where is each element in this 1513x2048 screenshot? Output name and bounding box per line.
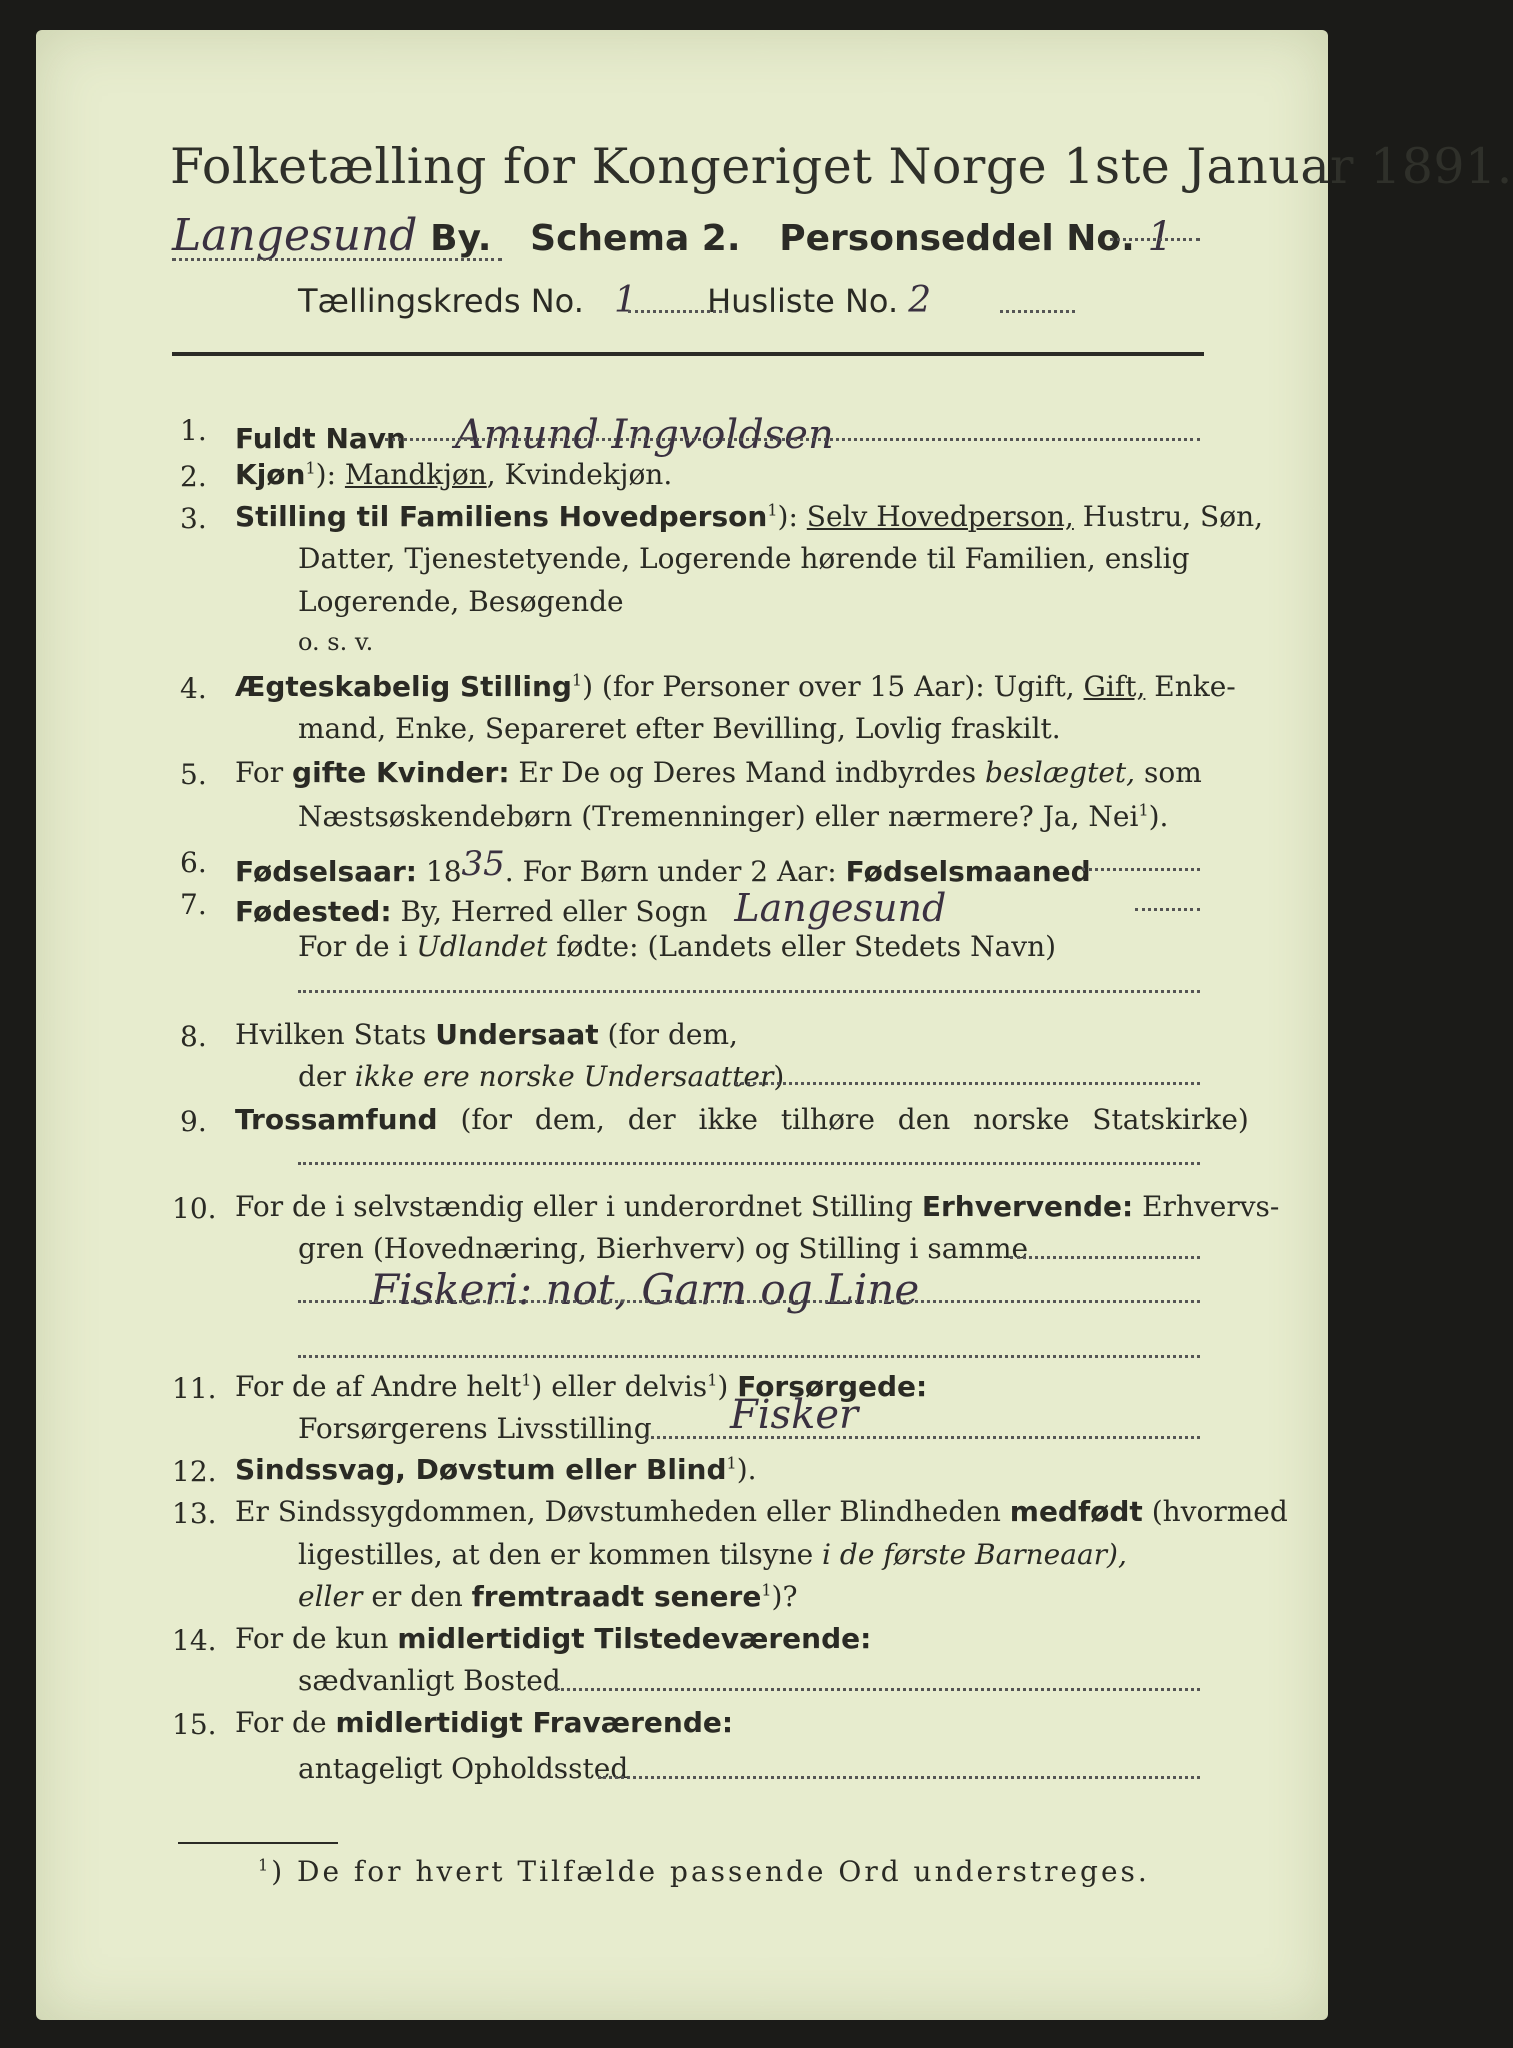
item-number: 13. — [172, 1497, 217, 1530]
item-number: 9. — [180, 1105, 207, 1138]
item-number: 1. — [180, 414, 207, 447]
birthplace-handwritten: Langesund — [734, 886, 947, 930]
item-13-congenital: Er Sindssygdommen, Døvstumheden eller Blindheden medfødt (hvormed — [235, 1495, 1288, 1528]
item-3-line3: Logerende, Besøgende — [298, 585, 624, 618]
item-12-disability: Sindssvag, Døvstum eller Blind$^1$). — [235, 1453, 757, 1486]
form-title: Folketælling for Kongeriget Norge 1ste Januar 1891. — [170, 138, 1513, 195]
item-3-line4: o. s. v. — [298, 628, 374, 656]
item-11-line2: Forsørgerens Livsstilling — [298, 1412, 652, 1445]
footnote: $^1$) De for hvert Tilfælde passende Ord understreges. — [258, 1855, 1150, 1888]
item-number: 15. — [172, 1708, 217, 1741]
full-name-handwritten: Amund Ingvoldsen — [454, 412, 834, 458]
husliste-number: 2 — [908, 280, 932, 321]
item-7-line2: For de i Udlandet fødte: (Landets eller Stedets Navn) — [298, 930, 1057, 963]
item-label: Ægteskabelig Stilling — [235, 670, 572, 703]
item-13-line2: ligestilles, at den er kommen tilsyne i de første Barneaar), — [298, 1538, 1127, 1571]
personseddel-label: Personseddel No. — [779, 218, 1135, 259]
item-number: 12. — [172, 1455, 217, 1488]
item-14-temporary-present: For de kun midlertidigt Tilstedeværende: — [235, 1622, 872, 1655]
item-10-line2: gren (Hovednæring, Bierhverv) og Stilling i samme — [298, 1232, 1029, 1265]
item-label: medfødt — [1009, 1495, 1143, 1528]
personseddel-number: 1 — [1147, 214, 1173, 260]
header-kreds-line — [298, 280, 931, 321]
item-label: Sindssvag, Døvstum eller Blind — [235, 1453, 727, 1486]
item-6-birth-year: Fødselsaar: 1835. For Børn under 2 Aar: Fødselsmaaned — [235, 844, 1091, 888]
item-label: midlertidigt Fraværende: — [335, 1706, 734, 1739]
item-4-line2: mand, Enke, Separeret efter Bevilling, Lovlig fraskilt. — [298, 712, 1061, 745]
item-number: 2. — [180, 460, 207, 493]
item-number: 4. — [180, 672, 207, 705]
item-label: gifte Kvinder: — [292, 756, 510, 789]
header-rule — [172, 352, 1204, 356]
item-8-citizenship: Hvilken Stats Undersaat (for dem, — [235, 1018, 738, 1051]
item-number: 7. — [180, 888, 207, 921]
item-label: Erhvervende: — [921, 1190, 1134, 1223]
marital-selected: Gift, — [1083, 670, 1146, 703]
item-3-line2: Datter, Tjenestetyende, Logerende hørende til Familien, enslig — [298, 542, 1190, 575]
occupation-handwritten: Fiskeri: not, Garn og Line — [370, 1265, 920, 1314]
item-8-line2: der ikke ere norske Undersaatter) — [298, 1060, 785, 1093]
item-4-marital: Ægteskabelig Stilling$^1$) (for Personer over 15 Aar): Ugift, Gift, Enke- — [235, 670, 1236, 703]
item-label: Fødselsaar: — [235, 855, 417, 888]
item-label: Undersaat — [435, 1018, 599, 1051]
item-7-birthplace: Fødested: By, Herred eller Sogn Langesund — [235, 886, 947, 930]
item-number: 3. — [180, 502, 207, 535]
item-label: Trossamfund — [235, 1103, 438, 1136]
item-label: Fuldt Navn — [235, 422, 406, 455]
by-label: By. — [430, 218, 492, 259]
kreds-label: Tællingskreds No. — [298, 282, 584, 320]
item-5-line2: Næstsøskendebørn (Tremenninger) eller nærmere? Ja, Nei$^1$). — [298, 800, 1169, 833]
item-14-line2: sædvanligt Bosted — [298, 1664, 561, 1697]
item-label: midlertidigt Tilstedeværende: — [397, 1622, 872, 1655]
item-11-supported: For de af Andre helt$^1$) eller delvis$^1$) Forsørgede: — [235, 1370, 928, 1403]
item-label: Stilling til Familiens Hovedperson — [235, 500, 768, 533]
item-3-position: Stilling til Familiens Hovedperson$^1$): Selv Hovedperson, Hustru, Søn, — [235, 500, 1264, 533]
item-10-occupation: For de i selvstændig eller i underordnet Stilling Erhvervende: Erhvervs- — [235, 1190, 1280, 1223]
item-2-sex: Kjøn$^1$): Mandkjøn, Kvindekjøn. — [235, 458, 673, 491]
item-15-line2: antageligt Opholdssted — [298, 1752, 629, 1785]
kreds-number: 1 — [614, 280, 637, 321]
schema-label: Schema 2. — [530, 218, 741, 259]
sex-selected-male: Mandkjøn — [344, 458, 487, 491]
position-selected: Selv Hovedperson, — [806, 500, 1074, 533]
item-9-religion: Trossamfund (for dem, der ikke tilhøre den norske Statskirke) — [235, 1103, 1249, 1136]
item-number: 5. — [180, 758, 207, 791]
item-label: Fødested: — [235, 895, 392, 928]
item-number: 11. — [172, 1372, 217, 1405]
item-13-line3: eller er den fremtraadt senere$^1$)? — [298, 1580, 798, 1613]
header-town-line — [172, 210, 1173, 261]
item-label: Forsørgede: — [737, 1370, 928, 1403]
provider-occupation-handwritten: Fisker — [730, 1392, 859, 1438]
item-number: 14. — [172, 1624, 217, 1657]
item-15-temporary-absent: For de midlertidigt Fraværende: — [235, 1706, 734, 1739]
footnote-rule — [178, 1842, 338, 1844]
item-1-full-name — [235, 412, 834, 458]
item-5-married-women: For gifte Kvinder: Er De og Deres Mand indbyrdes beslægtet, som — [235, 756, 1202, 789]
town-name-handwritten: Langesund — [172, 210, 418, 261]
birth-year-handwritten: 35 — [461, 844, 505, 884]
item-label: Kjøn — [235, 458, 306, 491]
item-number: 10. — [172, 1192, 217, 1225]
item-number: 6. — [180, 846, 207, 879]
item-number: 8. — [180, 1020, 207, 1053]
husliste-label: Husliste No. — [707, 282, 899, 320]
